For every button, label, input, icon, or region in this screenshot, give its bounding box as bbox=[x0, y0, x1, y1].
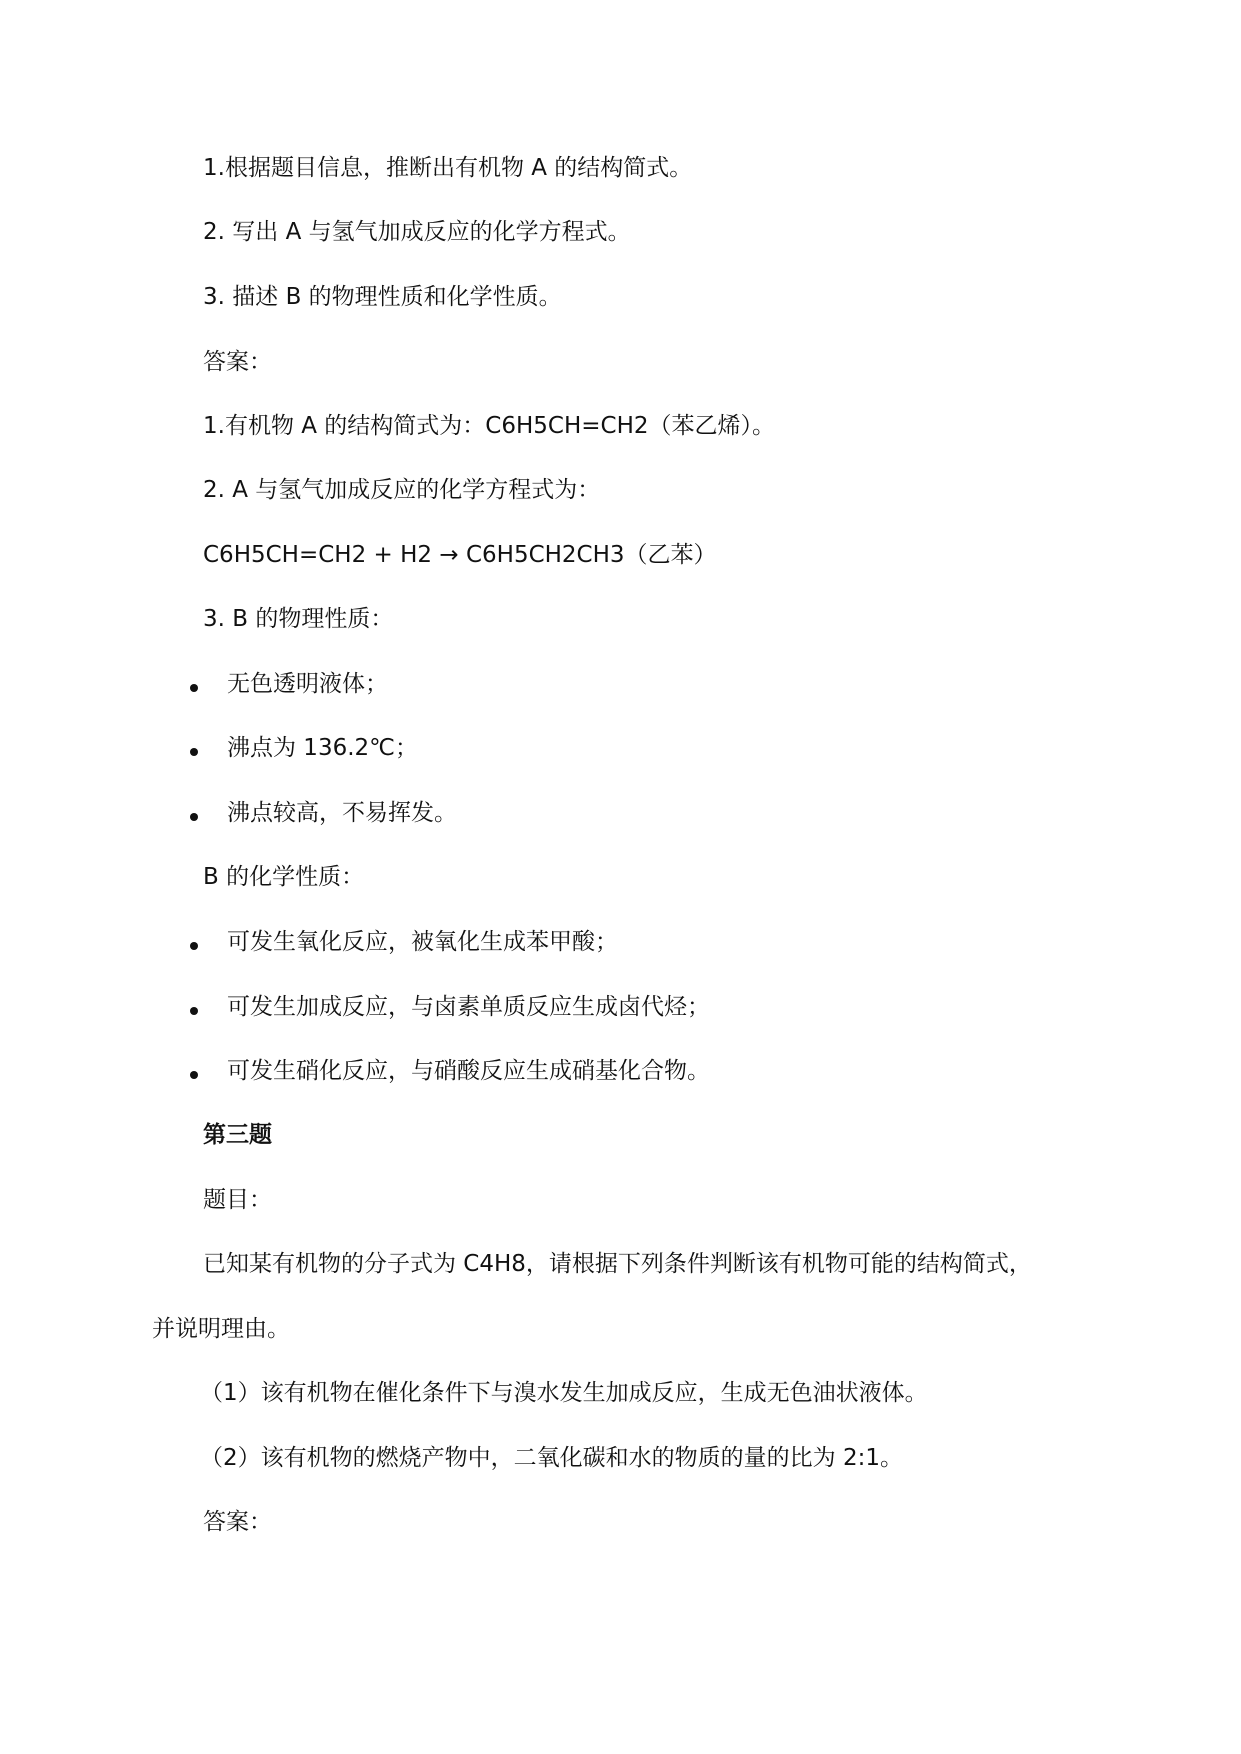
bullet-dot bbox=[190, 1071, 198, 1079]
q3-title: 第三题 bbox=[203, 1122, 272, 1148]
q2-task-2: 2. 写出 A 与氢气加成反应的化学方程式。 bbox=[203, 219, 631, 245]
answer-2-equation: C6H5CH=CH2 + H2 → C6H5CH2CH3（乙苯） bbox=[203, 542, 717, 568]
q3-label: 题目： bbox=[203, 1187, 272, 1213]
bullet-dot bbox=[190, 748, 198, 756]
q3-statement-line2: 并说明理由。 bbox=[152, 1316, 290, 1342]
bullet-dot bbox=[190, 813, 198, 821]
bullet-dot bbox=[190, 684, 198, 692]
chemical-property-1: 可发生氧化反应，被氧化生成苯甲酸； bbox=[227, 929, 618, 955]
q2-task-1: 1.根据题目信息，推断出有机物 A 的结构简式。 bbox=[203, 155, 693, 181]
answer-2-intro: 2. A 与氢气加成反应的化学方程式为： bbox=[203, 477, 601, 503]
chemical-property-3: 可发生硝化反应，与硝酸反应生成硝基化合物。 bbox=[227, 1058, 710, 1084]
q3-statement-line1: 已知某有机物的分子式为 C4H8，请根据下列条件判断该有机物可能的结构简式， bbox=[203, 1251, 1032, 1277]
bullet-dot bbox=[190, 942, 198, 950]
chemical-property-2: 可发生加成反应，与卤素单质反应生成卤代烃； bbox=[227, 994, 710, 1020]
q3-answer-label: 答案： bbox=[203, 1509, 272, 1535]
q3-condition-2: （2）该有机物的燃烧产物中，二氧化碳和水的物质的量的比为 2:1。 bbox=[200, 1445, 903, 1471]
physical-property-2: 沸点为 136.2℃； bbox=[227, 735, 418, 761]
physical-property-3: 沸点较高，不易挥发。 bbox=[227, 800, 457, 826]
q3-condition-1: （1）该有机物在催化条件下与溴水发生加成反应，生成无色油状液体。 bbox=[200, 1380, 928, 1406]
answer-label: 答案： bbox=[203, 349, 272, 375]
answer-3-physical-heading: 3. B 的物理性质： bbox=[203, 606, 394, 632]
bullet-dot bbox=[190, 1007, 198, 1015]
answer-1: 1.有机物 A 的结构简式为：C6H5CH=CH2（苯乙烯）。 bbox=[203, 413, 776, 439]
chemical-heading: B 的化学性质： bbox=[203, 864, 365, 890]
q2-task-3: 3. 描述 B 的物理性质和化学性质。 bbox=[203, 284, 562, 310]
physical-property-1: 无色透明液体； bbox=[227, 671, 388, 697]
